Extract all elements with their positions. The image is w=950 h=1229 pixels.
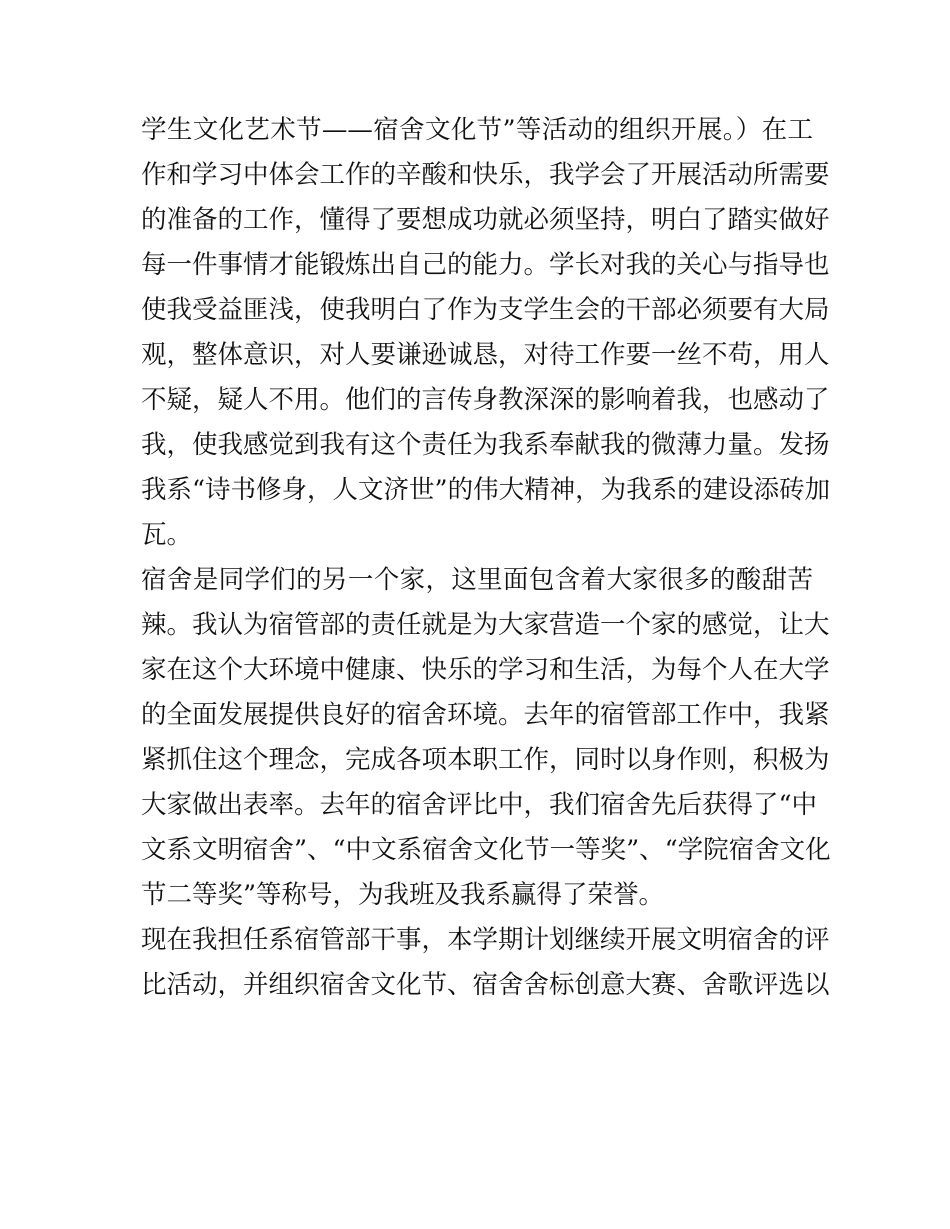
document-body	[141, 108, 831, 1008]
paragraph-line: 每一件事情才能锻炼出自己的能力。学长对我的关心与指导也	[141, 250, 830, 280]
paragraph-line: 家在这个大环境中健康、快乐的学习和生活，为每个人在大学	[141, 655, 830, 685]
paragraph-line: 学生文化艺术节——宿舍文化节”等活动的组织开展。）在工	[141, 115, 813, 145]
paragraph-line: 我，使我感觉到我有这个责任为我系奉献我的微薄力量。发扬	[141, 430, 830, 460]
paragraph-line: 紧抓住这个理念，完成各项本职工作，同时以身作则，积极为	[141, 745, 830, 775]
paragraph-line: 的准备的工作，懂得了要想成功就必须坚持，明白了踏实做好	[141, 205, 830, 235]
paragraph-line: 使我受益匪浅，使我明白了作为支学生会的干部必须要有大局	[141, 295, 830, 325]
paragraph-line: 现在我担任系宿管部干事，本学期计划继续开展文明宿舍的评	[141, 925, 830, 955]
paragraph-line: 不疑，疑人不用。他们的言传身教深深的影响着我，也感动了	[141, 385, 830, 415]
paragraph-line: 我系“诗书修身，人文济世”的伟大精神，为我系的建设添砖加	[141, 475, 831, 505]
paragraph-line: 比活动，并组织宿舍文化节、宿舍舍标创意大赛、舍歌评选以	[141, 970, 830, 1000]
paragraph-line: 节二等奖”等称号，为我班及我系赢得了荣誉。	[141, 880, 665, 910]
paragraph-line: 辣。我认为宿管部的责任就是为大家营造一个家的感觉，让大	[141, 610, 830, 640]
paragraph-line: 宿舍是同学们的另一个家，这里面包含着大家很多的酸甜苦	[141, 565, 813, 595]
paragraph-line: 的全面发展提供良好的宿舍环境。去年的宿管部工作中，我紧	[141, 700, 830, 730]
paragraph-line: 文系文明宿舍”、“中文系宿舍文化节一等奖”、“学院宿舍文化	[141, 835, 831, 865]
paragraph-line: 大家做出表率。去年的宿舍评比中，我们宿舍先后获得了“中	[141, 790, 818, 820]
paragraph-line: 作和学习中体会工作的辛酸和快乐，我学会了开展活动所需要	[141, 160, 830, 190]
paragraph-line: 观，整体意识，对人要谦逊诚恳，对待工作要一丝不苟，用人	[141, 340, 830, 370]
paragraph-line: 瓦。	[141, 520, 193, 550]
